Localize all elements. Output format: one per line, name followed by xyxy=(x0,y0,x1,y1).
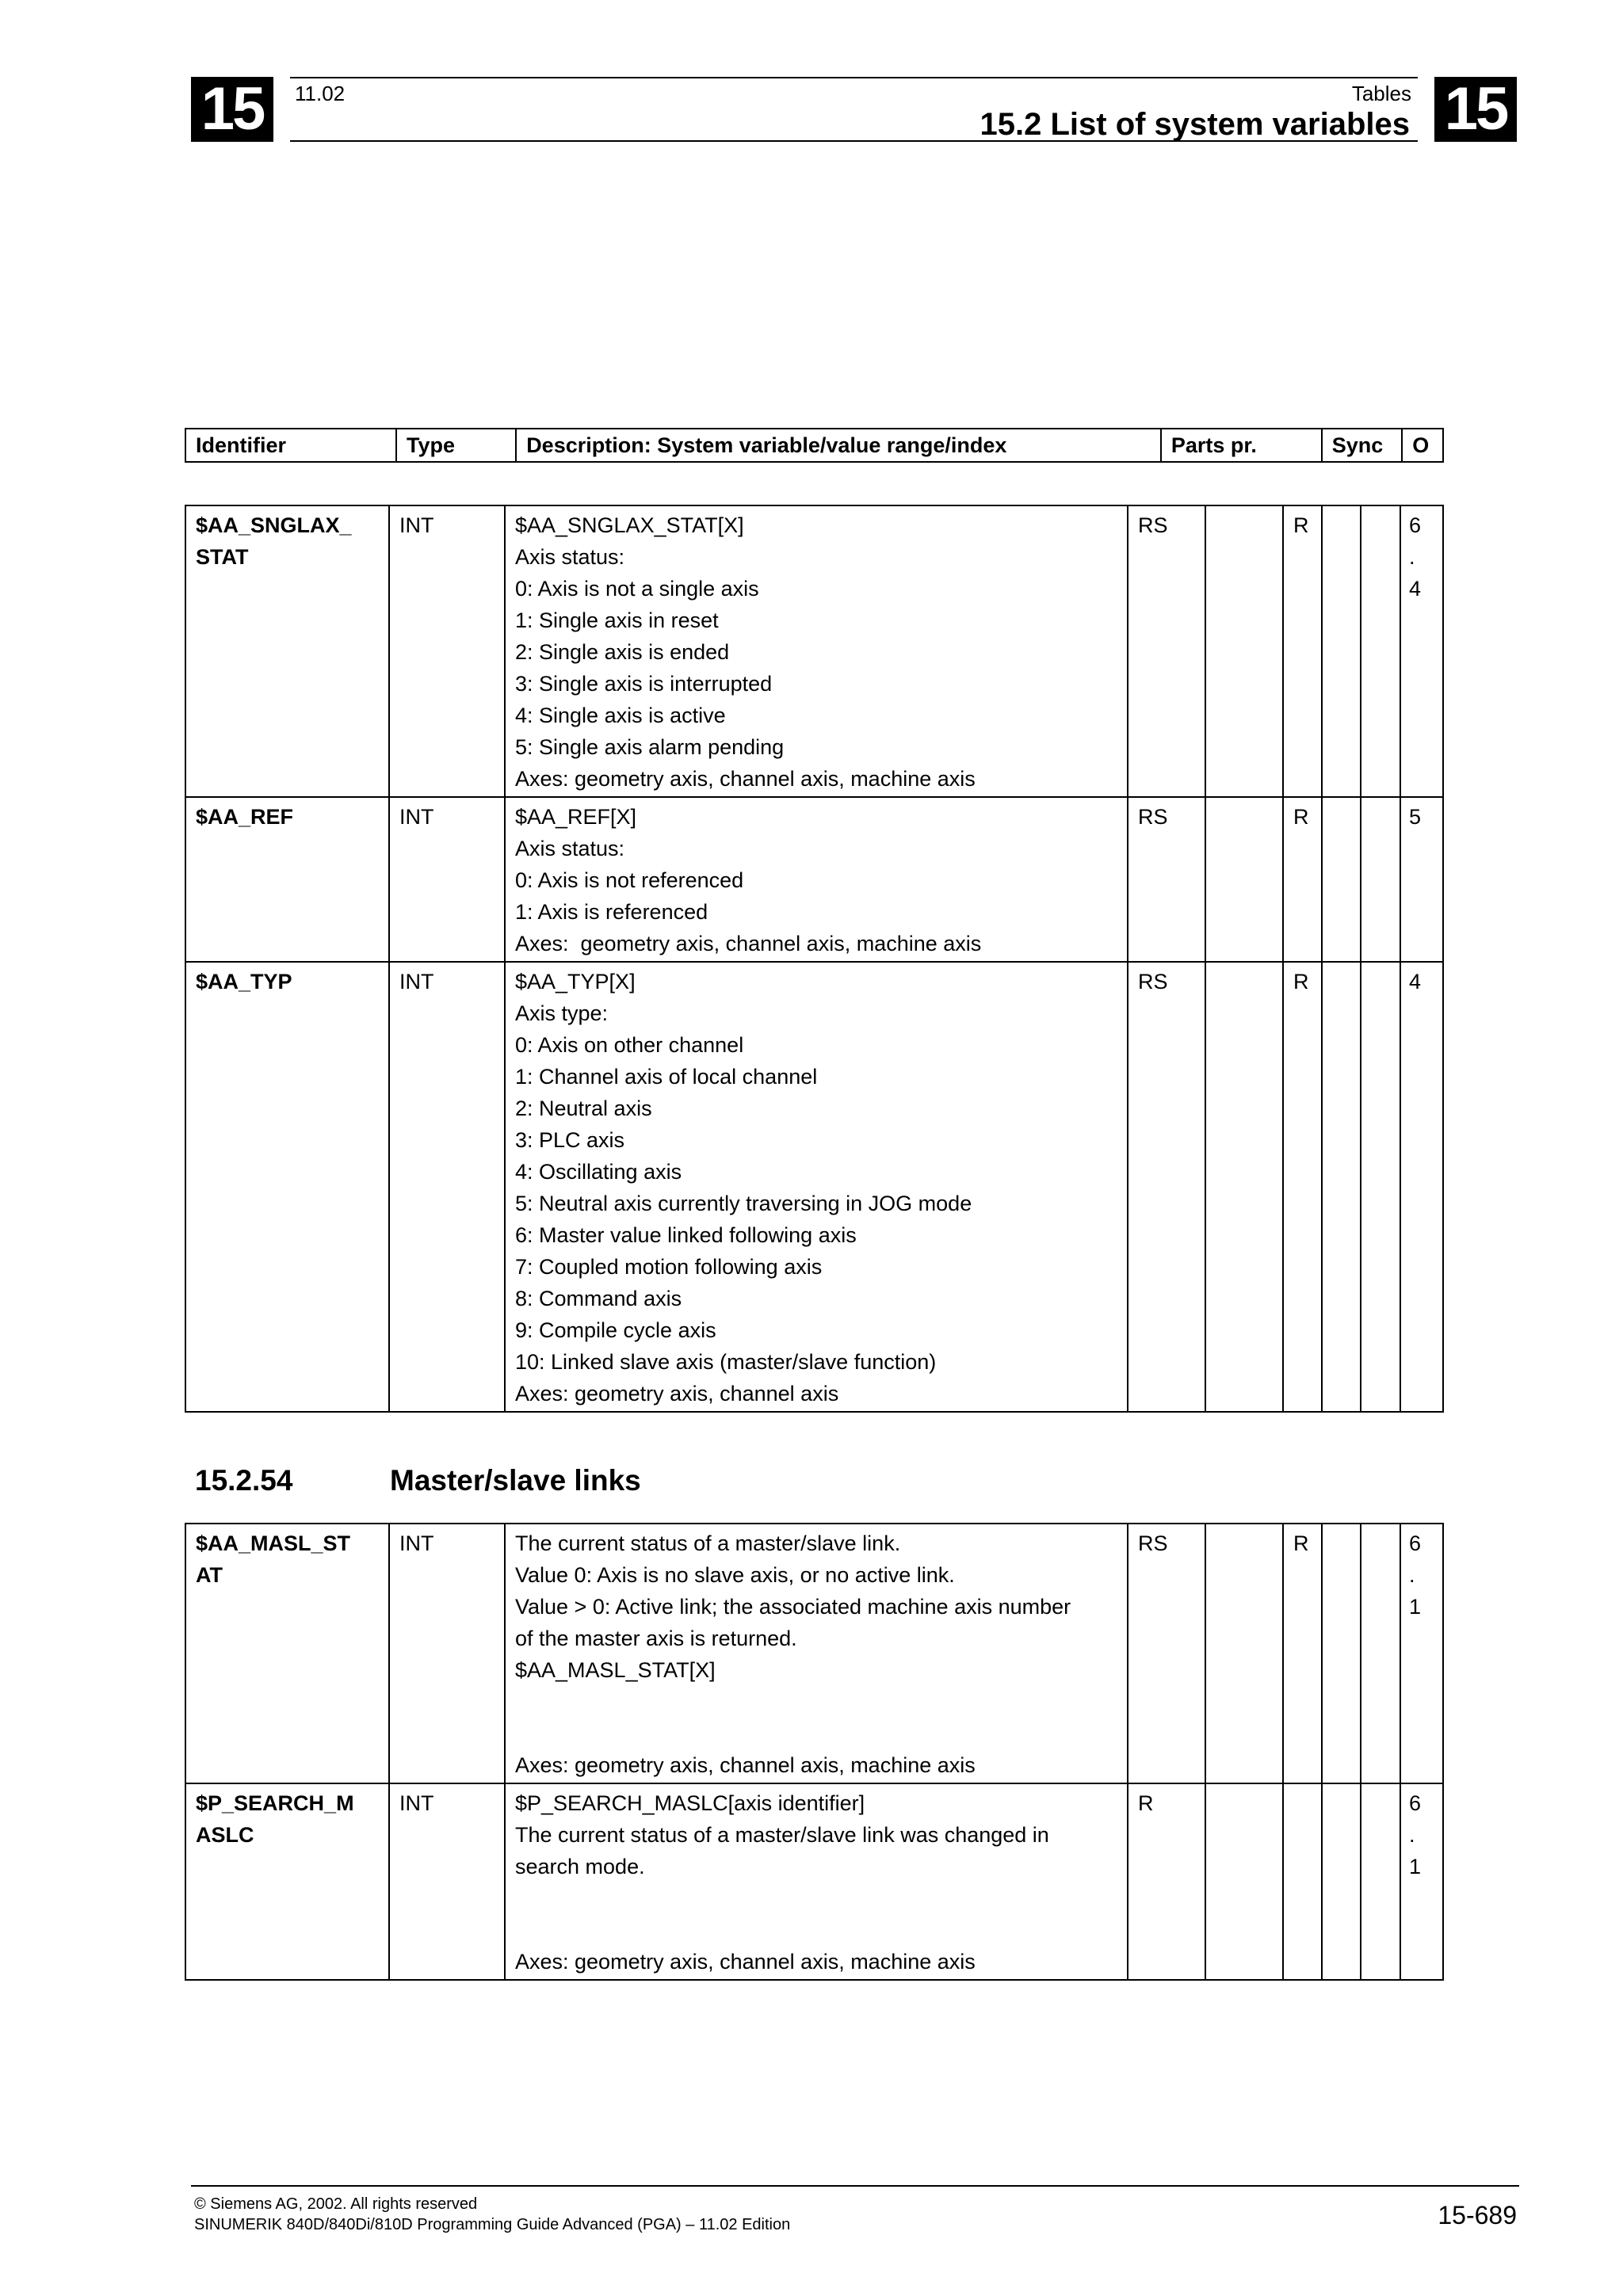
description-line: Value > 0: Active link; the associated machine axis number xyxy=(515,1595,1071,1619)
description-line: 4: Single axis is active xyxy=(515,704,726,727)
description-line: Axes: geometry axis, channel axis xyxy=(515,1382,839,1405)
table-row xyxy=(185,797,1443,962)
table-row xyxy=(185,1524,1443,1783)
sync-blank-cell xyxy=(1322,505,1361,797)
sync-blank-cell xyxy=(1322,797,1361,962)
section-title: Master/slave links xyxy=(390,1464,641,1497)
sync-cell: R xyxy=(1283,797,1322,962)
parts-pr-blank-cell xyxy=(1205,1783,1283,1980)
description-cell xyxy=(505,505,1128,797)
footer-title: SINUMERIK 840D/840Di/810D Programming Guide Advanced (PGA) – 11.02 Edition xyxy=(194,2216,791,2233)
identifier-text: ASLC xyxy=(196,1823,254,1847)
variables-table xyxy=(185,505,1444,1413)
parts-pr-cell: RS xyxy=(1128,962,1205,1412)
column-header-table xyxy=(185,428,1444,463)
description-line: $AA_REF[X] xyxy=(515,805,637,829)
description-line: 1: Single axis in reset xyxy=(515,608,719,632)
description-line: Axis type: xyxy=(515,1001,609,1025)
o-cell xyxy=(1361,797,1400,962)
identifier-text: STAT xyxy=(196,545,249,569)
sync-cell: R xyxy=(1283,505,1322,797)
parts-pr-blank-cell xyxy=(1205,505,1283,797)
description-line: search mode. xyxy=(515,1855,645,1878)
description-cell xyxy=(505,1783,1128,1980)
footer-copyright: © Siemens AG, 2002. All rights reserved xyxy=(194,2195,478,2213)
identifier-text: $AA_REF xyxy=(196,805,294,829)
o-cell xyxy=(1361,1524,1400,1783)
description-line: Axes: geometry axis, channel axis, machine axis xyxy=(515,932,982,955)
description-line xyxy=(515,1718,1117,1749)
type-cell: INT xyxy=(389,797,505,962)
parts-pr-blank-cell xyxy=(1205,1524,1283,1783)
description-line xyxy=(515,1882,1117,1914)
identifier-cell xyxy=(185,505,389,797)
o-cell xyxy=(1361,505,1400,797)
description-line: 4: Oscillating axis xyxy=(515,1160,682,1184)
s-char: . xyxy=(1409,1823,1415,1847)
description-line: $P_SEARCH_MASLC[axis identifier] xyxy=(515,1791,865,1815)
table-row xyxy=(185,1783,1443,1980)
parts-pr-blank-cell xyxy=(1205,797,1283,962)
s-char: 6 xyxy=(1409,1531,1422,1555)
description-line: The current status of a master/slave link was changed in xyxy=(515,1823,1049,1847)
description-line: 9: Compile cycle axis xyxy=(515,1318,716,1342)
sync-cell: R xyxy=(1283,1524,1322,1783)
description-cell xyxy=(505,797,1128,962)
description-line: 5: Single axis alarm pending xyxy=(515,735,785,759)
description-line: 3: PLC axis xyxy=(515,1128,625,1152)
o-cell xyxy=(1361,962,1400,1412)
description-line: 5: Neutral axis currently traversing in JOG mode xyxy=(515,1192,972,1215)
identifier-cell xyxy=(185,1783,389,1980)
page-number: 15-689 xyxy=(1438,2201,1517,2229)
description-line: Axes: geometry axis, channel axis, machine axis xyxy=(515,1753,976,1777)
description-line: Axes: geometry axis, channel axis, machine axis xyxy=(515,767,976,791)
description-cell xyxy=(505,962,1128,1412)
description-line: 2: Neutral axis xyxy=(515,1097,652,1120)
sync-cell xyxy=(1283,1783,1322,1980)
s-cell xyxy=(1400,962,1443,1412)
description-line: 2: Single axis is ended xyxy=(515,640,730,664)
description-line: 6: Master value linked following axis xyxy=(515,1223,857,1247)
s-char: 6 xyxy=(1409,513,1422,537)
table-row xyxy=(185,962,1443,1412)
master-slave-table xyxy=(185,1523,1444,1981)
page-header xyxy=(290,77,1418,142)
identifier-text: $AA_MASL_ST xyxy=(196,1531,351,1555)
description-line: $AA_SNGLAX_STAT[X] xyxy=(515,513,744,537)
identifier-text: $AA_TYP xyxy=(196,970,292,994)
type-cell: INT xyxy=(389,962,505,1412)
col-header-description: Description: System variable/value range/index xyxy=(516,429,1161,462)
s-char: 4 xyxy=(1409,970,1422,994)
description-line xyxy=(515,1686,1117,1718)
sync-blank-cell xyxy=(1322,1524,1361,1783)
col-header-type: Type xyxy=(396,429,516,462)
description-line: 7: Coupled motion following axis xyxy=(515,1255,823,1279)
parts-pr-blank-cell xyxy=(1205,962,1283,1412)
table-row xyxy=(185,505,1443,797)
identifier-cell xyxy=(185,962,389,1412)
description-line: 0: Axis is not a single axis xyxy=(515,577,759,601)
s-char: 5 xyxy=(1409,805,1422,829)
parts-pr-cell: RS xyxy=(1128,505,1205,797)
o-cell xyxy=(1361,1783,1400,1980)
col-header-identifier: Identifier xyxy=(185,429,396,462)
description-line: of the master axis is returned. xyxy=(515,1627,797,1650)
section-heading xyxy=(195,1464,641,1497)
description-line: 0: Axis is not referenced xyxy=(515,868,744,892)
col-header-parts-pr: Parts pr. xyxy=(1161,429,1322,462)
type-cell: INT xyxy=(389,505,505,797)
description-line: 3: Single axis is interrupted xyxy=(515,672,773,696)
parts-pr-cell: R xyxy=(1128,1783,1205,1980)
description-line: 1: Axis is referenced xyxy=(515,900,708,924)
sync-cell: R xyxy=(1283,962,1322,1412)
description-line: The current status of a master/slave link. xyxy=(515,1531,901,1555)
identifier-cell xyxy=(185,1524,389,1783)
col-header-o: O xyxy=(1402,429,1443,462)
description-line: $AA_MASL_STAT[X] xyxy=(515,1658,716,1682)
sync-blank-cell xyxy=(1322,1783,1361,1980)
type-cell: INT xyxy=(389,1783,505,1980)
description-line: Axis status: xyxy=(515,837,625,860)
footer-rule xyxy=(191,2185,1519,2187)
identifier-cell xyxy=(185,797,389,962)
identifier-text: AT xyxy=(196,1563,223,1587)
description-line xyxy=(515,1914,1117,1946)
s-char: . xyxy=(1409,1563,1415,1587)
s-char: 1 xyxy=(1409,1595,1422,1619)
description-line: 10: Linked slave axis (master/slave function) xyxy=(515,1350,937,1374)
header-section-label: Tables xyxy=(1351,82,1411,105)
section-number: 15.2.54 xyxy=(195,1464,293,1497)
description-cell xyxy=(505,1524,1128,1783)
identifier-text: $AA_SNGLAX_ xyxy=(196,513,352,537)
s-cell xyxy=(1400,797,1443,962)
s-cell xyxy=(1400,1783,1443,1980)
page-title: 15.2 List of system variables xyxy=(980,107,1410,142)
s-char: . xyxy=(1409,545,1415,569)
s-cell xyxy=(1400,505,1443,797)
s-char: 1 xyxy=(1409,1855,1422,1878)
sync-blank-cell xyxy=(1322,962,1361,1412)
s-cell xyxy=(1400,1524,1443,1783)
identifier-text: $P_SEARCH_M xyxy=(196,1791,354,1815)
description-line: Value 0: Axis is no slave axis, or no active link. xyxy=(515,1563,955,1587)
description-line: $AA_TYP[X] xyxy=(515,970,636,994)
type-cell: INT xyxy=(389,1524,505,1783)
parts-pr-cell: RS xyxy=(1128,1524,1205,1783)
chapter-number-right: 15 xyxy=(1434,77,1517,142)
s-char: 4 xyxy=(1409,577,1422,601)
description-line: Axes: geometry axis, channel axis, machine axis xyxy=(515,1950,976,1974)
col-header-sync: Sync xyxy=(1322,429,1402,462)
description-line: 0: Axis on other channel xyxy=(515,1033,744,1057)
header-date: 11.02 xyxy=(295,82,346,105)
chapter-number-left: 15 xyxy=(191,77,273,142)
description-line: 8: Command axis xyxy=(515,1287,682,1310)
description-line: Axis status: xyxy=(515,545,625,569)
parts-pr-cell: RS xyxy=(1128,797,1205,962)
description-line: 1: Channel axis of local channel xyxy=(515,1065,818,1089)
s-char: 6 xyxy=(1409,1791,1422,1815)
